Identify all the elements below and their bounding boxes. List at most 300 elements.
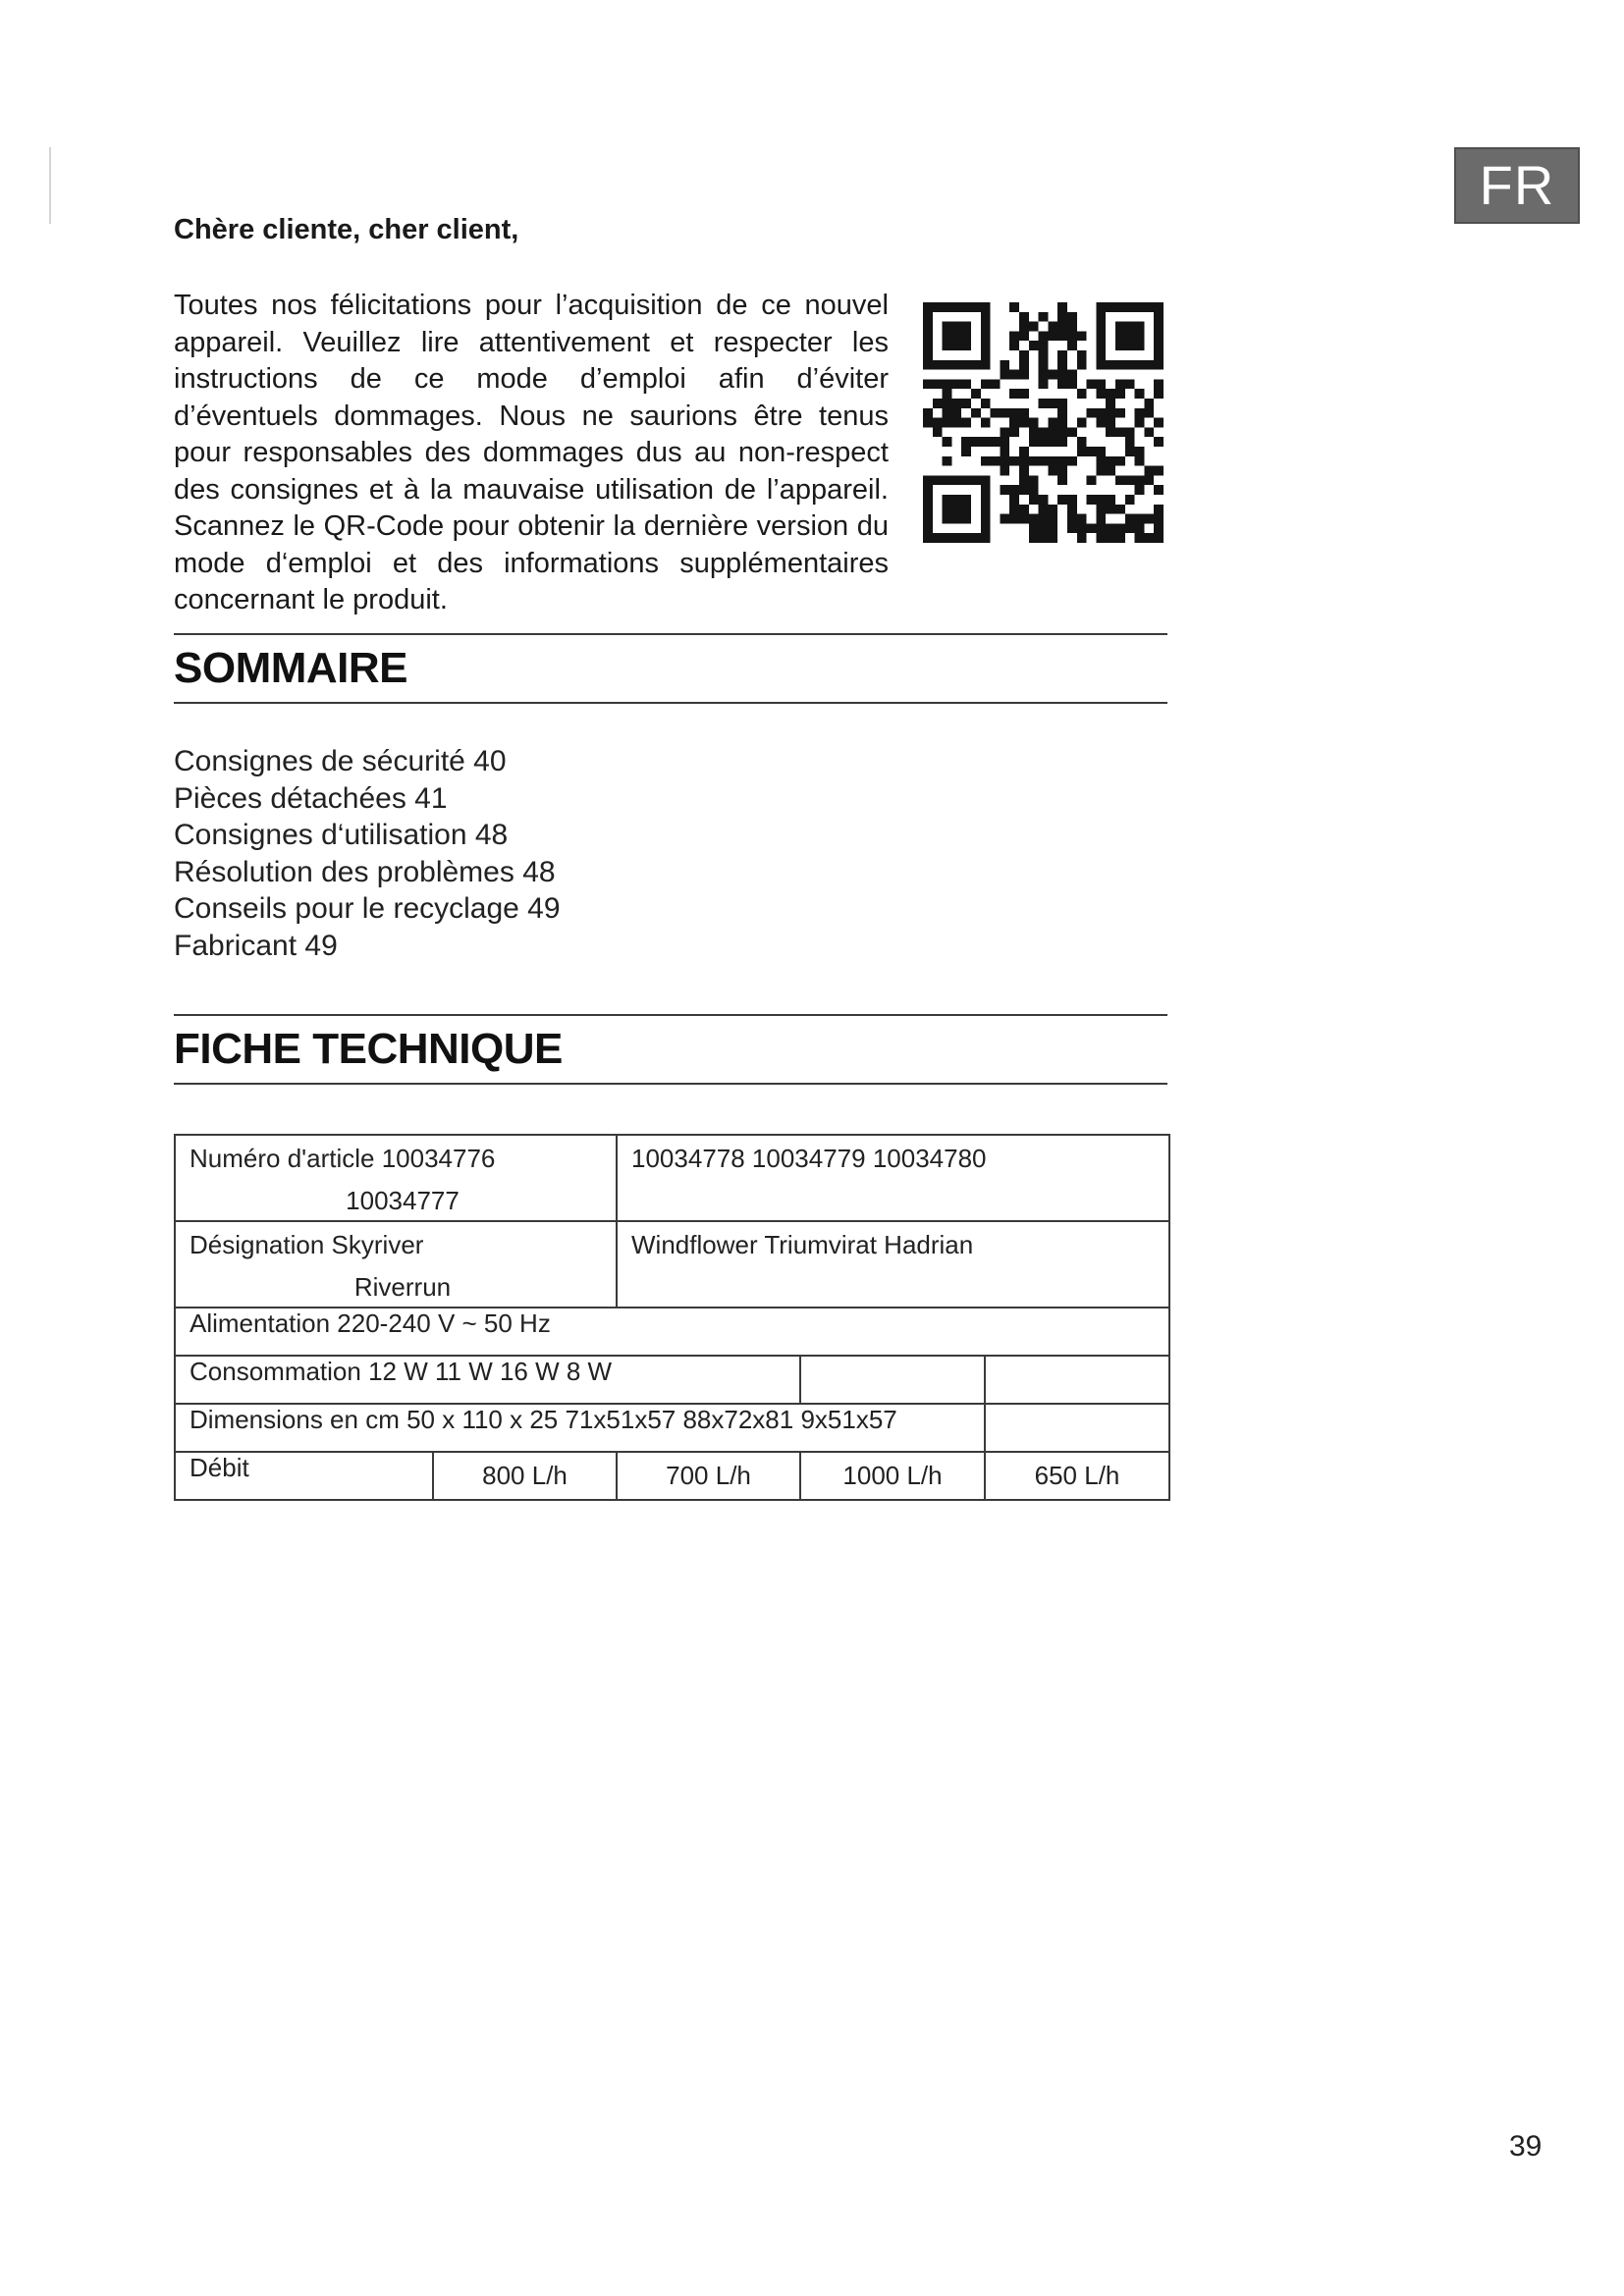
qr-module bbox=[943, 475, 952, 485]
qr-module bbox=[923, 408, 933, 418]
qr-module bbox=[961, 447, 971, 456]
qr-module bbox=[1096, 379, 1106, 389]
qr-module bbox=[1135, 389, 1145, 399]
qr-module bbox=[1154, 389, 1164, 399]
qr-module bbox=[1125, 322, 1135, 332]
qr-module bbox=[951, 505, 961, 514]
qr-module bbox=[1009, 485, 1019, 495]
qr-module bbox=[981, 533, 991, 543]
qr-module bbox=[1144, 360, 1154, 370]
qr-module bbox=[1067, 514, 1077, 524]
qr-module bbox=[1144, 533, 1154, 543]
qr-module bbox=[1154, 312, 1164, 322]
qr-module bbox=[981, 350, 991, 360]
qr-module bbox=[991, 408, 1001, 418]
qr-module bbox=[1067, 505, 1077, 514]
qr-module bbox=[951, 331, 961, 341]
qr-module bbox=[1048, 322, 1057, 332]
qr-module bbox=[1115, 427, 1125, 437]
qr-module bbox=[1154, 322, 1164, 332]
qr-module bbox=[923, 341, 933, 350]
table-row-consommation bbox=[175, 1356, 1169, 1404]
qr-module bbox=[1125, 331, 1135, 341]
qr-module bbox=[1087, 408, 1097, 418]
qr-module bbox=[1106, 389, 1115, 399]
qr-module bbox=[1096, 523, 1106, 533]
table-row-designation bbox=[175, 1221, 1169, 1308]
qr-module bbox=[1057, 418, 1067, 428]
qr-module bbox=[933, 399, 943, 408]
qr-module bbox=[1144, 302, 1154, 312]
qr-module bbox=[951, 379, 961, 389]
qr-module bbox=[1009, 427, 1019, 437]
qr-module bbox=[1106, 399, 1115, 408]
qr-module bbox=[1096, 302, 1106, 312]
qr-module bbox=[923, 505, 933, 514]
qr-module bbox=[1019, 514, 1029, 524]
qr-module bbox=[1154, 341, 1164, 350]
qr-module bbox=[1048, 427, 1057, 437]
qr-module bbox=[933, 379, 943, 389]
qr-module bbox=[1009, 331, 1019, 341]
qr-module bbox=[923, 418, 933, 428]
qr-module bbox=[1106, 505, 1115, 514]
qr-module bbox=[1125, 447, 1135, 456]
qr-module bbox=[1067, 341, 1077, 350]
qr-module bbox=[1019, 331, 1029, 341]
dimensions-cell: Dimensions en cm 50 x 110 x 25 71x51x57 88x72x81 9x51x57 bbox=[175, 1404, 985, 1452]
qr-module bbox=[951, 418, 961, 428]
qr-module bbox=[943, 331, 952, 341]
qr-module bbox=[981, 456, 991, 466]
qr-module bbox=[1125, 302, 1135, 312]
qr-module bbox=[943, 418, 952, 428]
qr-module bbox=[1019, 370, 1029, 380]
qr-module bbox=[1154, 418, 1164, 428]
qr-module bbox=[1077, 447, 1087, 456]
qr-module bbox=[1106, 533, 1115, 543]
qr-module bbox=[1144, 427, 1154, 437]
qr-module bbox=[1048, 533, 1057, 543]
qr-module bbox=[1000, 427, 1009, 437]
qr-module bbox=[1009, 514, 1019, 524]
qr-module bbox=[961, 418, 971, 428]
debit-label: Débit bbox=[175, 1452, 433, 1500]
qr-module bbox=[1135, 456, 1145, 466]
specs-table bbox=[174, 1134, 1170, 1501]
empty-cell bbox=[985, 1404, 1169, 1452]
toc-item[interactable]: Fabricant 49 bbox=[174, 929, 338, 962]
qr-module bbox=[1087, 495, 1097, 505]
qr-module bbox=[1057, 312, 1067, 322]
page-number: 39 bbox=[1509, 2130, 1543, 2163]
qr-module bbox=[1029, 533, 1039, 543]
qr-module bbox=[951, 495, 961, 505]
qr-module bbox=[943, 379, 952, 389]
qr-module bbox=[923, 379, 933, 389]
sommaire-heading: SOMMAIRE bbox=[174, 644, 407, 692]
qr-module bbox=[1115, 408, 1125, 418]
qr-module bbox=[1115, 523, 1125, 533]
toc-item[interactable]: Consignes de sécurité 40 bbox=[174, 745, 507, 777]
qr-module bbox=[951, 360, 961, 370]
qr-module bbox=[1115, 360, 1125, 370]
qr-module bbox=[1106, 427, 1115, 437]
qr-module bbox=[1154, 466, 1164, 476]
qr-module bbox=[1048, 399, 1057, 408]
debit-value: 650 L/h bbox=[985, 1452, 1169, 1500]
qr-module bbox=[1096, 456, 1106, 466]
qr-module bbox=[981, 399, 991, 408]
debit-value: 800 L/h bbox=[433, 1452, 617, 1500]
qr-module bbox=[981, 437, 991, 447]
qr-module bbox=[981, 523, 991, 533]
qr-module bbox=[1125, 495, 1135, 505]
qr-module bbox=[1057, 427, 1067, 437]
qr-module bbox=[923, 523, 933, 533]
designation-cell bbox=[175, 1221, 617, 1308]
qr-module bbox=[1154, 331, 1164, 341]
qr-module bbox=[991, 437, 1001, 447]
qr-module bbox=[981, 379, 991, 389]
qr-module bbox=[1057, 302, 1067, 312]
qr-module bbox=[1067, 379, 1077, 389]
qr-module bbox=[961, 399, 971, 408]
qr-module bbox=[1009, 418, 1019, 428]
qr-module bbox=[1135, 418, 1145, 428]
qr-module bbox=[1087, 523, 1097, 533]
qr-module bbox=[943, 495, 952, 505]
qr-module bbox=[1135, 485, 1145, 495]
qr-module bbox=[1115, 505, 1125, 514]
qr-module bbox=[981, 322, 991, 332]
qr-module bbox=[1048, 331, 1057, 341]
qr-module bbox=[1057, 322, 1067, 332]
qr-module bbox=[1077, 389, 1087, 399]
qr-module bbox=[1096, 350, 1106, 360]
language-badge: FR bbox=[1454, 147, 1580, 224]
fiche-technique-heading: FICHE TECHNIQUE bbox=[174, 1025, 563, 1073]
qr-module bbox=[1029, 427, 1039, 437]
qr-module bbox=[1125, 523, 1135, 533]
qr-module bbox=[923, 302, 933, 312]
qr-module bbox=[1067, 523, 1077, 533]
qr-module bbox=[1115, 322, 1125, 332]
qr-module bbox=[1144, 408, 1154, 418]
qr-module bbox=[1067, 370, 1077, 380]
qr-module bbox=[1057, 360, 1067, 370]
qr-module bbox=[951, 514, 961, 524]
qr-module bbox=[1019, 360, 1029, 370]
qr-module bbox=[1000, 456, 1009, 466]
qr-module bbox=[923, 312, 933, 322]
qr-module bbox=[1009, 495, 1019, 505]
qr-module bbox=[1039, 456, 1049, 466]
qr-module bbox=[1039, 379, 1049, 389]
qr-module bbox=[1009, 389, 1019, 399]
qr-module bbox=[1039, 495, 1049, 505]
qr-module bbox=[981, 341, 991, 350]
qr-module bbox=[1106, 408, 1115, 418]
table-row-alimentation bbox=[175, 1308, 1169, 1356]
qr-module bbox=[1067, 495, 1077, 505]
qr-module bbox=[1077, 418, 1087, 428]
qr-module bbox=[1057, 370, 1067, 380]
qr-module bbox=[923, 331, 933, 341]
qr-module bbox=[1019, 456, 1029, 466]
qr-module bbox=[1096, 322, 1106, 332]
toc-item[interactable]: Pièces détachées 41 bbox=[174, 781, 448, 815]
qr-module bbox=[1000, 485, 1009, 495]
qr-module bbox=[1154, 437, 1164, 447]
qr-module bbox=[1106, 418, 1115, 428]
qr-module bbox=[1039, 505, 1049, 514]
table-row-debit bbox=[175, 1452, 1169, 1500]
qr-module bbox=[1154, 485, 1164, 495]
qr-module bbox=[1039, 350, 1049, 360]
qr-module bbox=[1115, 456, 1125, 466]
qr-module bbox=[1039, 437, 1049, 447]
qr-module bbox=[1029, 418, 1039, 428]
qr-module bbox=[981, 495, 991, 505]
qr-module bbox=[1096, 505, 1106, 514]
qr-module bbox=[1048, 370, 1057, 380]
qr-module bbox=[1096, 466, 1106, 476]
qr-module bbox=[991, 456, 1001, 466]
qr-module bbox=[1057, 408, 1067, 418]
qr-module bbox=[961, 437, 971, 447]
qr-module bbox=[961, 514, 971, 524]
fiche-technique-heading-block bbox=[174, 1014, 1167, 1085]
qr-module bbox=[1039, 341, 1049, 350]
qr-module bbox=[1125, 514, 1135, 524]
qr-module bbox=[971, 389, 981, 399]
qr-module bbox=[1057, 466, 1067, 476]
qr-module bbox=[981, 485, 991, 495]
qr-module bbox=[981, 418, 991, 428]
qr-module bbox=[923, 533, 933, 543]
qr-module bbox=[1019, 485, 1029, 495]
qr-module bbox=[1096, 312, 1106, 322]
qr-module bbox=[1115, 302, 1125, 312]
qr-module bbox=[1077, 350, 1087, 360]
qr-module bbox=[1096, 389, 1106, 399]
qr-module bbox=[943, 389, 952, 399]
qr-module bbox=[923, 350, 933, 360]
qr-module bbox=[1029, 456, 1039, 466]
qr-module bbox=[1019, 447, 1029, 456]
qr-module bbox=[961, 379, 971, 389]
qr-module bbox=[923, 322, 933, 332]
qr-module bbox=[1096, 331, 1106, 341]
qr-module bbox=[1115, 341, 1125, 350]
intro-paragraph: Toutes nos félicitations pour l’acquisition de ce nouvel appareil. Veuillez lire attentivement et respecter les instructions de ce mode d’emploi afin d’éviter d’éventuels dommages. Nous ne saurions être tenus pour responsables des dommages dus au non-respect des consignes et à la mauvaise utilisation de l’appareil. Scannez le QR-Code pour obtenir la dernière version du mode d‘emploi et des informations supplémentaires concernant le produit. bbox=[174, 290, 889, 615]
qr-module bbox=[1096, 495, 1106, 505]
qr-module bbox=[1125, 475, 1135, 485]
consommation-cell: Consommation 12 W 11 W 16 W 8 W bbox=[175, 1356, 800, 1404]
qr-module bbox=[943, 322, 952, 332]
qr-module bbox=[981, 505, 991, 514]
qr-module bbox=[1057, 495, 1067, 505]
qr-module bbox=[1048, 466, 1057, 476]
table-row-dimensions bbox=[175, 1404, 1169, 1452]
qr-module bbox=[1009, 456, 1019, 466]
qr-module bbox=[961, 322, 971, 332]
margin-mark bbox=[49, 147, 51, 224]
numero-line2: 10034777 bbox=[346, 1186, 460, 1215]
sommaire-heading-block bbox=[174, 633, 1167, 704]
qr-module bbox=[1077, 360, 1087, 370]
toc-item[interactable]: Conseils pour le recyclage 49 bbox=[174, 892, 561, 925]
qr-module bbox=[1106, 360, 1115, 370]
qr-module bbox=[951, 341, 961, 350]
qr-module bbox=[951, 475, 961, 485]
qr-module bbox=[951, 399, 961, 408]
qr-module bbox=[1135, 447, 1145, 456]
qr-module bbox=[933, 302, 943, 312]
qr-module bbox=[1019, 505, 1029, 514]
qr-module bbox=[1096, 514, 1106, 524]
qr-module bbox=[1000, 447, 1009, 456]
qr-module bbox=[923, 495, 933, 505]
qr-module bbox=[1106, 466, 1115, 476]
qr-module bbox=[1000, 514, 1009, 524]
qr-module bbox=[1135, 514, 1145, 524]
qr-module bbox=[1029, 437, 1039, 447]
qr-module bbox=[951, 408, 961, 418]
qr-module bbox=[1019, 389, 1029, 399]
qr-module bbox=[961, 360, 971, 370]
qr-module bbox=[951, 302, 961, 312]
qr-module bbox=[1135, 341, 1145, 350]
qr-module bbox=[1009, 341, 1019, 350]
qr-module bbox=[971, 475, 981, 485]
qr-module bbox=[1125, 437, 1135, 447]
numero-label: Numéro d'article 10034776 bbox=[189, 1144, 496, 1173]
qr-module bbox=[943, 456, 952, 466]
qr-module bbox=[1000, 360, 1009, 370]
qr-module bbox=[1057, 350, 1067, 360]
qr-module bbox=[943, 514, 952, 524]
numero-rest: 10034778 10034779 10034780 bbox=[631, 1144, 987, 1173]
qr-module bbox=[1029, 485, 1039, 495]
qr-module bbox=[1039, 312, 1049, 322]
qr-module bbox=[1057, 399, 1067, 408]
designation-rest: Windflower Triumvirat Hadrian bbox=[631, 1230, 974, 1259]
qr-module bbox=[1019, 350, 1029, 360]
qr-module bbox=[933, 533, 943, 543]
qr-module bbox=[1135, 331, 1145, 341]
qr-module bbox=[1039, 533, 1049, 543]
qr-module bbox=[923, 514, 933, 524]
qr-module bbox=[1019, 475, 1029, 485]
qr-module bbox=[933, 427, 943, 437]
qr-module bbox=[943, 533, 952, 543]
qr-module bbox=[1115, 389, 1125, 399]
qr-module bbox=[923, 360, 933, 370]
qr-module bbox=[1125, 427, 1135, 437]
qr-module bbox=[1096, 341, 1106, 350]
qr-module bbox=[943, 360, 952, 370]
qr-module bbox=[1096, 533, 1106, 543]
qr-module bbox=[1096, 408, 1106, 418]
qr-module bbox=[1087, 379, 1097, 389]
qr-module bbox=[1048, 418, 1057, 428]
qr-module bbox=[1019, 312, 1029, 322]
qr-module bbox=[1135, 302, 1145, 312]
qr-module bbox=[943, 341, 952, 350]
qr-module bbox=[1039, 514, 1049, 524]
qr-module bbox=[981, 312, 991, 322]
qr-module bbox=[1029, 322, 1039, 332]
qr-module bbox=[1135, 533, 1145, 543]
table-of-contents bbox=[174, 743, 561, 964]
alimentation-cell: Alimentation 220-240 V ~ 50 Hz bbox=[175, 1308, 1169, 1356]
qr-module bbox=[1096, 447, 1106, 456]
qr-module bbox=[1000, 408, 1009, 418]
designation-line2: Riverrun bbox=[353, 1272, 452, 1302]
qr-module bbox=[1154, 350, 1164, 360]
designation-rest-cell bbox=[617, 1221, 1169, 1308]
toc-item[interactable]: Résolution des problèmes 48 bbox=[174, 855, 556, 888]
qr-module bbox=[1067, 322, 1077, 332]
empty-cell bbox=[800, 1356, 985, 1404]
qr-module bbox=[923, 485, 933, 495]
debit-value: 700 L/h bbox=[617, 1452, 800, 1500]
qr-module bbox=[1125, 341, 1135, 350]
qr-module bbox=[1096, 360, 1106, 370]
table-row-numero bbox=[175, 1135, 1169, 1221]
qr-module bbox=[1154, 379, 1164, 389]
qr-module bbox=[1057, 437, 1067, 447]
qr-module bbox=[1154, 533, 1164, 543]
designation-label: Désignation Skyriver bbox=[189, 1230, 424, 1259]
qr-module bbox=[1067, 456, 1077, 466]
debit-value: 1000 L/h bbox=[800, 1452, 985, 1500]
greeting: Chère cliente, cher client, bbox=[174, 214, 519, 245]
qr-module bbox=[1057, 456, 1067, 466]
qr-module bbox=[971, 360, 981, 370]
qr-module bbox=[933, 360, 943, 370]
qr-module bbox=[1067, 331, 1077, 341]
qr-module bbox=[991, 379, 1001, 389]
qr-module bbox=[961, 475, 971, 485]
qr-module bbox=[1087, 447, 1097, 456]
qr-module bbox=[1154, 505, 1164, 514]
qr-module bbox=[1154, 302, 1164, 312]
qr-module bbox=[1009, 302, 1019, 312]
qr-module bbox=[1135, 475, 1145, 485]
toc-item[interactable]: Consignes d‘utilisation 48 bbox=[174, 819, 509, 851]
qr-module bbox=[1135, 523, 1145, 533]
qr-module bbox=[1115, 331, 1125, 341]
qr-module bbox=[1067, 427, 1077, 437]
qr-module bbox=[1019, 466, 1029, 476]
qr-module bbox=[961, 341, 971, 350]
qr-module bbox=[981, 475, 991, 485]
qr-module bbox=[1009, 408, 1019, 418]
qr-module bbox=[1029, 495, 1039, 505]
qr-code-icon[interactable] bbox=[923, 302, 1164, 543]
qr-module bbox=[1077, 437, 1087, 447]
qr-module bbox=[1009, 505, 1019, 514]
qr-module bbox=[943, 302, 952, 312]
qr-module bbox=[1115, 379, 1125, 389]
qr-module bbox=[981, 331, 991, 341]
numero-cell bbox=[175, 1135, 617, 1221]
qr-module bbox=[943, 399, 952, 408]
qr-module bbox=[1048, 437, 1057, 447]
